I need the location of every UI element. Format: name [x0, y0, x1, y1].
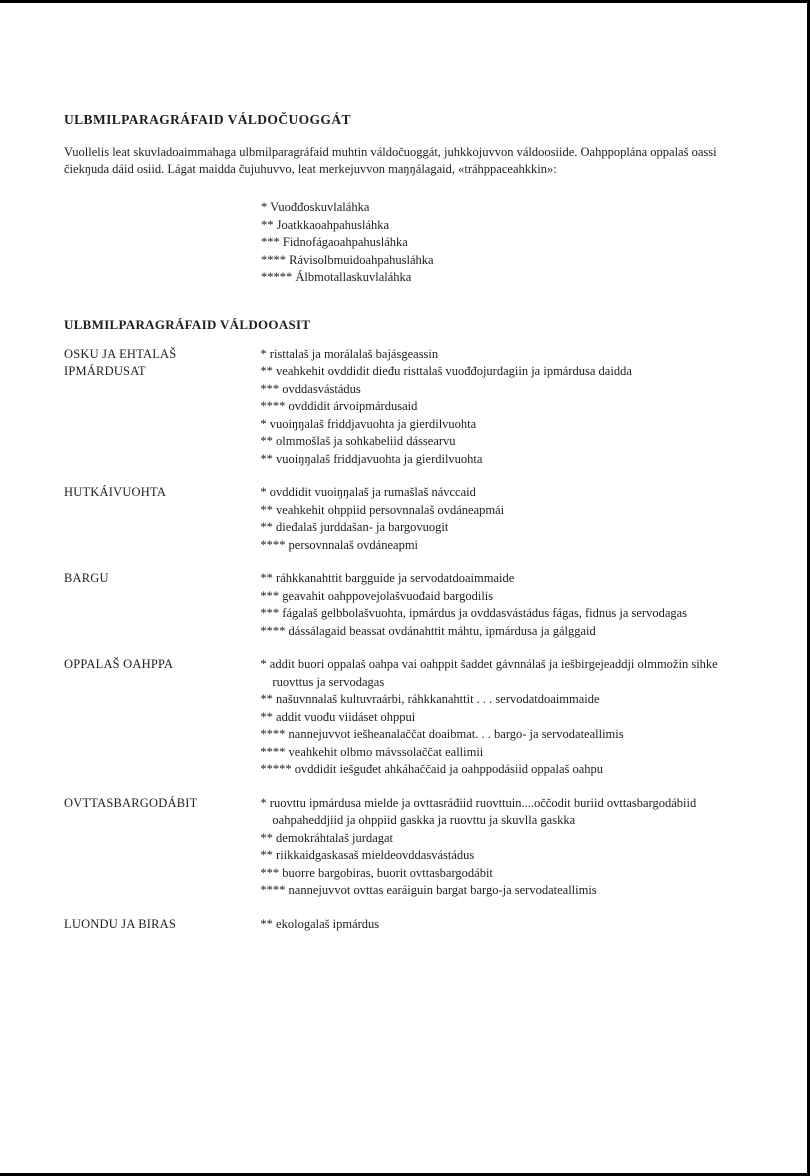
- section-item: ** ekologalaš ipmárdus: [260, 916, 380, 931]
- section-item: * ovddidit vuoiŋŋalaš ja rumašlaš návccaid: [260, 485, 476, 499]
- section-item: ** našuvnnalaš kultuvraárbi, ráhkkanahttit . . . servodatdoaimmaide: [260, 692, 600, 706]
- section-osku: [64, 346, 744, 469]
- section-item: **** nannejuvvot iešheanalaččat doaibmat. . . bargo- ja servodateallimis: [260, 727, 624, 741]
- section-items: [260, 656, 744, 779]
- law-level-item: * Vuođđoskuvlaláhka: [261, 200, 370, 214]
- law-level-item: *** Fidnofágaoahpahusláhka: [261, 235, 408, 249]
- document-page: [64, 100, 744, 933]
- section-item: *** buorre bargobiras, buorit ovttasbargodábit: [260, 865, 493, 880]
- section-item: *** ovddasvástádus: [260, 381, 361, 396]
- law-level-item: ** Joatkkaoahpahusláhka: [261, 217, 390, 232]
- section-item: **** ovddidit árvoipmárdusaid: [260, 399, 418, 413]
- section-label: LUONDU JA BIRAS: [64, 916, 177, 931]
- law-level-item: **** Rávisolbmuidoahpahusláhka: [261, 252, 434, 267]
- section-item: **** persovnnalaš ovdáneapmi: [260, 537, 419, 552]
- section-item: ** ráhkkanahttit bargguide ja servodatdoaimmaide: [260, 571, 515, 585]
- section-items: [260, 916, 744, 934]
- section-item: **** nannejuvvot ovttas earáiguin bargat bargo-ja servodateallimis: [260, 883, 597, 897]
- law-level-list: [261, 199, 744, 287]
- section-item: ** olmmošlaš ja sohkabeliid dássearvu: [260, 434, 456, 448]
- section-item: * addit buori oppalaš oahpa vai oahppit šaddet gávnnálaš ja iešbirgejeaddji olmmožin sihke ruovttus ja servodagas: [260, 657, 718, 689]
- section-item: ** addit vuođu viidáset ohppui: [260, 709, 416, 724]
- section-hutkaivuohta: [64, 484, 744, 554]
- intro-paragraph: Vuollelis leat skuvladoaimmahaga ulbmilparagráfaid muhtin váldočuoggát, juhkkojuvvon váldoosiide. Oahppoplána oppalaš oassi čiekŋuda dáid osiid. Lágat maidda čujuhuvvo, leat merkejuvvon maŋŋálagaid, «tráhppaceahkkin»:: [64, 145, 717, 176]
- section-item: * ruovttu ipmárdusa mielde ja ovttasráđiid ruovttuin....oččodit buriid ovttasbargodábiid oahpaheddjiid ja ohppiid gaskka ja ruovttu ja skuvlla gaskka: [260, 795, 697, 827]
- section-label: BARGU: [64, 571, 109, 585]
- section-item: **** veahkehit olbmo mávssolaččat eallimii: [260, 744, 484, 759]
- section-item: ** demokráhtalaš jurdagat: [260, 830, 394, 845]
- page-title: ULBMILPARAGRÁFAID VÁLDOČUOGGÁT: [64, 112, 351, 127]
- section-luondu-ja-biras: [64, 916, 744, 934]
- section-item: ** dieđalaš jurddašan- ja bargovuogit: [260, 520, 449, 534]
- section-label: OVTTASBARGODÁBIT: [64, 795, 198, 810]
- section-ovttasbargodabit: [64, 795, 744, 900]
- law-level-item: ***** Álbmotallaskuvlaláhka: [261, 270, 412, 284]
- section-item: * risttalaš ja morálalaš bajásgeassin: [260, 346, 439, 361]
- sections-heading: ULBMILPARAGRÁFAID VÁLDOOASIT: [64, 316, 311, 332]
- section-label: OPPALAŠ OAHPPA: [64, 657, 174, 671]
- section-items: [260, 484, 744, 554]
- section-item: ** riikkaidgaskasaš mieldeovddasvástádus: [260, 848, 475, 862]
- section-item: ** veahkehit ohppiid persovnnalaš ovdáneapmái: [260, 502, 505, 517]
- scan-border-top: [0, 0, 810, 3]
- section-label: HUTKÁIVUOHTA: [64, 485, 167, 499]
- section-oppalas-oahppa: [64, 656, 744, 779]
- section-item: *** geavahit oahppovejolašvuođaid bargodilis: [260, 588, 494, 603]
- section-items: [260, 570, 744, 640]
- section-bargu: [64, 570, 744, 640]
- section-items: [260, 346, 744, 469]
- section-item: *** fágalaš gelbbolašvuohta, ipmárdus ja ovddasvástádus fágas, fidnus ja servodagas: [260, 606, 688, 620]
- section-items: [260, 795, 744, 900]
- section-item: * vuoiŋŋalaš friddjavuohta ja gierdilvuohta: [260, 416, 477, 431]
- section-item: ***** ovddidit iešguđet ahkáhaččaid ja oahppodásiid oppalaš oahpu: [260, 762, 604, 776]
- sections-list: [64, 346, 744, 934]
- section-item: ** veahkehit ovddidit dieđu risttalaš vuođđojurdagiin ja ipmárdusa daidda: [260, 364, 632, 378]
- section-label: OSKU JA EHTALAŠ IPMÁRDUSAT: [64, 346, 177, 378]
- section-item: **** dássálagaid beassat ovdánahttit máhtu, ipmárdusa ja gálggaid: [260, 623, 596, 638]
- section-item: ** vuoiŋŋalaš friddjavuohta ja gierdilvuohta: [260, 451, 483, 466]
